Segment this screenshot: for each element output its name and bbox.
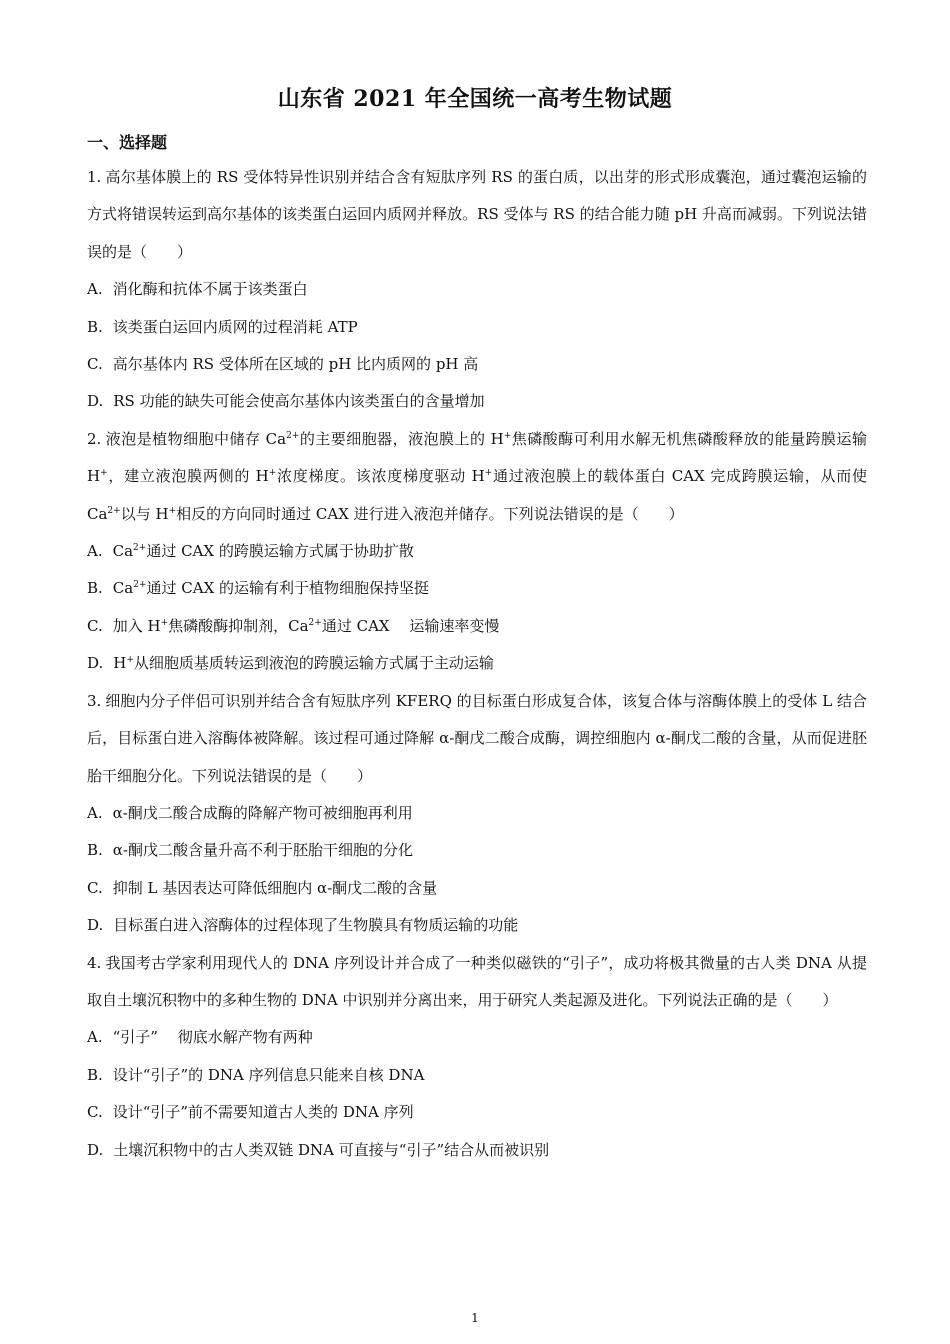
option-c: C. 高尔基体内 RS 受体所在区域的 pH 比内质网的 pH 高: [87, 355, 479, 374]
question-number: 3.: [87, 691, 102, 710]
option-d: D. 目标蛋白进入溶酶体的过程体现了生物膜具有物质运输的功能: [87, 916, 519, 935]
option-text: RS 功能的缺失可能会使高尔基体内该类蛋白的含量增加: [113, 392, 485, 411]
option-d: D. 土壤沉积物中的古人类双链 DNA 可直接与“引子”结合从而被识别: [87, 1140, 550, 1159]
option-c: C. 设计“引子”前不需要知道古人类的 DNA 序列: [87, 1103, 414, 1122]
option-text: 通过 CAX 的运输有利于植物细胞保持坚挺: [146, 579, 430, 598]
page-number: 1: [471, 1311, 479, 1325]
option-text: 土壤沉积物中的古人类双链 DNA 可直接与“引子”结合从而被识别: [113, 1140, 550, 1159]
option-text: “引子” 彻底水解产物有两种: [112, 1028, 313, 1047]
option-text: 抑制 L 基因表达可降低细胞内 α-酮戊二酸的含量: [112, 878, 438, 897]
option-text: 设计“引子”前不需要知道古人类的 DNA 序列: [112, 1103, 414, 1122]
section-heading: 一、选择题: [87, 133, 168, 152]
option-b: B. 该类蛋白运回内质网的过程消耗 ATP: [87, 317, 358, 336]
exam-title: 山东省 2021 年全国统一高考生物试题: [277, 86, 673, 112]
option-text: 高尔基体内 RS 受体所在区域的 pH 比内质网的 pH 高: [112, 355, 479, 374]
option-text: 消化酶和抗体不属于该类蛋白: [112, 280, 308, 299]
option-text: α-酮戊二酸合成酶的降解产物可被细胞再利用: [112, 803, 413, 822]
question-1: [87, 159, 867, 421]
option-c: C. 抑制 L 基因表达可降低细胞内 α-酮戊二酸的含量: [87, 878, 438, 897]
option-b: B. 设计“引子”的 DNA 序列信息只能来自核 DNA: [87, 1065, 425, 1084]
question-2: [87, 421, 867, 683]
question-text: 高尔基体膜上的 RS 受体特异性识别并结合含有短肽序列 RS 的蛋白质，以出芽的形式形成囊泡，通过囊泡运输的方式将错误转运到高尔基体的该类蛋白运回内质网并释放。RS 受体与 RS 的结合能力随 pH 升高而减弱。下列说法错误的是（ ）: [87, 168, 867, 261]
option-text: 目标蛋白进入溶酶体的过程体现了生物膜具有物质运输的功能: [113, 916, 519, 935]
option-text: α-酮戊二酸含量升高不利于胚胎干细胞的分化: [112, 841, 413, 860]
question-stem: 2. 液泡是植物细胞中储存 $Ca^{2+}$的主要细胞器，液泡膜上的 H+焦磷酸酶可利用水解无机焦磷酸释放的能量跨膜运输 H+，建立液泡膜两侧的 H+浓度梯度。该浓度梯度驱动 H+通过液泡膜上的载体蛋白 CAX 完成跨膜运输，从而使 $Ca^{2+}$以与 H+相反的方向同时通过 CAX 进行进入液泡并储存。下列说法错误的是（ ）: [87, 429, 867, 523]
option-text: 从细胞质基质转运到液泡的跨膜运输方式属于主动运输: [133, 654, 494, 673]
question-stem: [87, 159, 867, 271]
question-3: [87, 683, 867, 945]
question-number: 1.: [87, 168, 102, 186]
question-list: [87, 159, 867, 1169]
option-text: 设计“引子”的 DNA 序列信息只能来自核 DNA: [112, 1065, 425, 1084]
option-b: B. α-酮戊二酸含量升高不利于胚胎干细胞的分化: [87, 841, 413, 860]
option-a: A. 消化酶和抗体不属于该类蛋白: [87, 280, 308, 299]
option-d: D. RS 功能的缺失可能会使高尔基体内该类蛋白的含量增加: [87, 392, 485, 411]
option-b: B. $Ca^{2+}$通过 CAX 的运输有利于植物细胞保持坚挺: [87, 579, 430, 598]
option-text: 该类蛋白运回内质网的过程消耗 ATP: [112, 317, 358, 336]
option-a: A. “引子” 彻底水解产物有两种: [87, 1028, 313, 1047]
option-d: D. H+从细胞质基质转运到液泡的跨膜运输方式属于主动运输: [87, 654, 494, 673]
question-text: 我国考古学家利用现代人的 DNA 序列设计并合成了一种类似磁铁的“引子”，成功将极其微量的古人类 DNA 从提取自土壤沉积物中的多种生物的 DNA 中识别并分离出来，用于研究人类起源及进化。下列说法正确的是（ ）: [87, 953, 867, 1009]
option-c: C. 加入 H+焦磷酸酶抑制剂，$Ca^{2+}$通过 CAX 运输速率变慢: [87, 616, 500, 635]
option-a: A. α-酮戊二酸合成酶的降解产物可被细胞再利用: [87, 803, 413, 822]
question-4: [87, 945, 867, 1169]
question-stem: [87, 945, 867, 1020]
question-text: 细胞内分子伴侣可识别并结合含有短肽序列 KFERQ 的目标蛋白形成复合体，该复合体与溶酶体膜上的受体 L 结合后，目标蛋白进入溶酶体被降解。该过程可通过降解 α-酮戊二酸合成酶，调控细胞内 α-酮戊二酸的含量，从而促进胚胎干细胞分化。下列说法错误的是（ ）: [87, 691, 867, 785]
option-text: 通过 CAX 的跨膜运输方式属于协助扩散: [146, 542, 414, 561]
question-stem: [87, 683, 867, 795]
option-text: 通过 CAX 运输速率变慢: [321, 616, 500, 635]
question-number: 2.: [87, 429, 102, 448]
question-number: 4.: [87, 953, 102, 972]
option-a: A. $Ca^{2+}$通过 CAX 的跨膜运输方式属于协助扩散: [87, 542, 414, 561]
